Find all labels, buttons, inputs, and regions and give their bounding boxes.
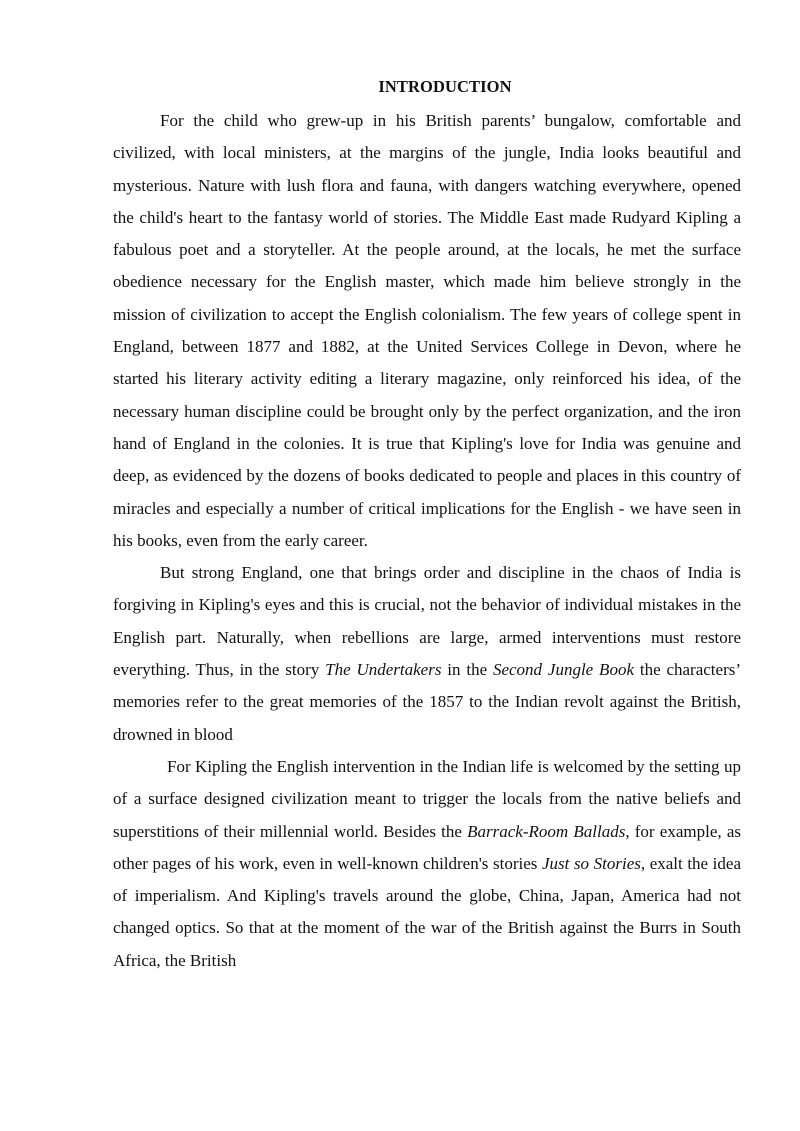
book-title-just-so-stories: Just so Stories	[541, 853, 641, 873]
book-title-barrack-room-ballads: Barrack-Room Ballads	[467, 821, 626, 841]
paragraph-2-text-a: But strong England, one that brings order and discipline in the chaos of India is forgiving in Kipling's eyes and this is crucial, not the behavior of individual mistakes in the English part. Naturally, when rebellions are large, armed interventions must restore everything. Thus, in the story	[113, 563, 741, 680]
page-title: INTRODUCTION	[378, 77, 512, 96]
paragraph-1	[113, 105, 741, 557]
paragraph-3-text-c: , exalt the idea of imperialism. And Kipling's travels around the globe, China, Japan, America had not changed optics. So that at the moment of the war of the British against the Burrs in South Africa, the British	[113, 853, 742, 970]
book-title-second-jungle-book: Second Jungle Book	[492, 660, 634, 680]
paragraph-1-text: For the child who grew-up in his British parents’ bungalow, comfortable and civilized, with local ministers, at the margins of the jungle, India looks beautiful and mysterious. Nature with lush flora and fauna, with dangers watching everywhere, opened the child's heart to the fantasy world of stories. The Middle East made Rudyard Kipling a fabulous poet and a storyteller. At the people around, at the locals, he met the surface obedience necessary for the English master, which made him believe strongly in the mission of civilization to accept the English colonialism. The few years of college spent in England, between 1877 and 1882, at the United Services College in Devon, where he started his literary activity editing a literary magazine, only reinforced his idea, of the necessary human discipline could be brought only by the perfect organization, and the iron hand of England in the colonies. It is true that Kipling's love for India was genuine and deep, as evidenced by the dozens of books dedicated to people and places in this country of miracles and especially a number of critical implications for the English - we have seen in his books, even from the early career.	[113, 111, 741, 550]
paragraph-2-text-c: the characters’ memories refer to the great memories of the 1857 to the Indian revolt against the British, drowned in blood	[113, 660, 742, 744]
paragraph-3-text-b: , for example, as other pages of his work, even in well-known children's stories	[113, 821, 741, 873]
body-text	[113, 105, 741, 977]
paragraph-2	[113, 557, 741, 751]
paragraph-3	[113, 751, 741, 977]
story-title-the-undertakers: The Undertakers	[325, 660, 442, 680]
paragraph-3-text-a: For Kipling the English intervention in the Indian life is welcomed by the setting up of a surface designed civilization meant to trigger the locals from the native beliefs and superstitions of their millennial world. Besides the	[113, 756, 741, 841]
paragraph-2-text-b: in the	[441, 660, 493, 680]
